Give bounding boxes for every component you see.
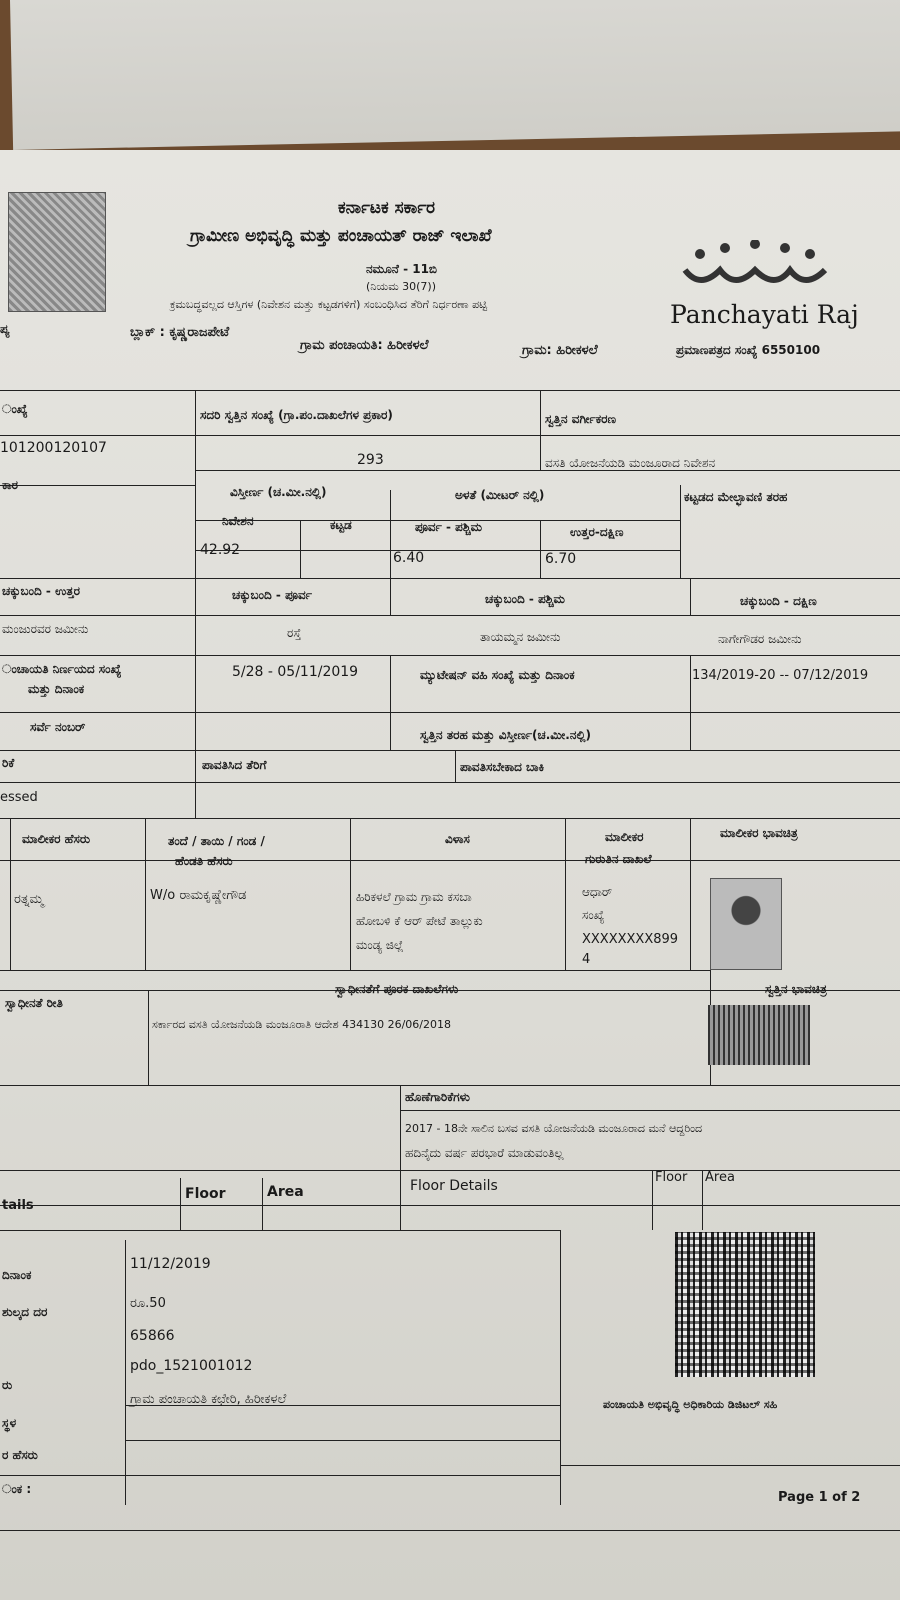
owner-photo xyxy=(710,878,782,970)
east-west-label: ಪೂರ್ವ - ಪಶ್ಚಿಮ xyxy=(415,520,483,534)
rule xyxy=(145,818,146,970)
floor-label: Floor xyxy=(185,1186,226,1202)
area-column-label-2: Area xyxy=(705,1170,735,1185)
owner-address-3: ಮಂಡ್ಯ ಜಿಲ್ಲೆ xyxy=(356,938,404,952)
rule xyxy=(0,435,900,436)
header-village: ಗ್ರಾಮ: ಹಿರೀಕಳಲೆ xyxy=(522,343,598,358)
area-column-label: Area xyxy=(267,1184,304,1200)
nature-area-label: ಸ್ವತ್ತಿನ ತರಹ ಮತ್ತು ವಿಸ್ತೀರ್ಣ(ಚ.ಮೀ.ನಲ್ಲಿ) xyxy=(420,728,592,742)
property-number: 293 xyxy=(357,452,384,468)
rule xyxy=(262,1178,263,1230)
rule xyxy=(148,990,149,1085)
place-label: ಸ್ಥಳ xyxy=(2,1416,17,1430)
rule xyxy=(0,782,900,783)
rule xyxy=(0,750,900,751)
panchayati-raj-text: Panchayati Raj xyxy=(670,300,859,329)
rule xyxy=(0,1085,900,1086)
fee-value: ರೂ.50 xyxy=(130,1296,166,1311)
rule xyxy=(125,1440,560,1441)
rule xyxy=(400,1085,401,1170)
mutation-label: ಮ್ಯುಟೇಷನ್ ವಹಿ ಸಂಖ್ಯೆ ಮತ್ತು ದಿನಾಂಕ xyxy=(420,668,575,682)
boundary-west-value: ತಾಯಮ್ಮನ ಜಮೀನು xyxy=(480,630,561,644)
user-label: ರು xyxy=(2,1378,13,1392)
rule xyxy=(400,1170,401,1230)
panchayati-raj-logo-icon xyxy=(680,240,830,300)
rule xyxy=(390,490,391,578)
rule xyxy=(702,1170,703,1230)
rule xyxy=(0,1170,900,1171)
relation-label: ತಂದೆ / ತಾಯಿ / ಗಂಡ / xyxy=(168,834,265,848)
digital-signature-label: ಪಂಚಾಯತಿ ಅಭಿವೃದ್ಧಿ ಅಧಿಕಾರಿಯ ಡಿಜಿಟಲ್ ಸಹಿ xyxy=(603,1398,778,1411)
rule xyxy=(0,615,900,616)
rule xyxy=(390,578,391,615)
rule xyxy=(125,1240,126,1505)
floor-details-label: Floor Details xyxy=(410,1178,498,1194)
boundary-west-label: ಚಕ್ಕುಬಂದಿ - ಪಶ್ಚಿಮ xyxy=(485,592,565,606)
liabilities-text-1: 2017 - 18ನೇ ಸಾಲಿನ ಬಸವ ವಸತಿ ಯೋಜನೆಯಡಿ ಮಂಜೂರಾದ ಮನೆ ಆದ್ದರಿಂದ xyxy=(405,1122,703,1135)
dimensions-label: ಅಳತೆ (ಮೀಟರ್ ನಲ್ಲಿ) xyxy=(455,488,545,502)
site-area-value: 42.92 xyxy=(200,542,241,558)
karnataka-emblem-icon xyxy=(8,192,106,312)
east-west-value: 6.40 xyxy=(393,550,425,566)
rule xyxy=(390,655,391,750)
north-south-label: ಉತ್ತರ-ದಕ್ಷಿಣ xyxy=(570,525,624,539)
relation-label-2: ಹೆಂಡತಿ ಹೆಸರು xyxy=(175,854,233,868)
area-label: ವಿಸ್ತೀರ್ಣ (ಚ.ಮೀ.ನಲ್ಲಿ) xyxy=(230,485,327,499)
acquisition-method-label: ಸ್ವಾಧೀನತೆ ರೀತಿ xyxy=(5,996,63,1010)
fee-label: ಶುಲ್ಕದ ದರ xyxy=(2,1305,48,1319)
tax-paid-label: ಪಾವತಿಸಿದ ತೆರಿಗೆ xyxy=(202,758,267,772)
roof-type-label: ಕಟ್ಟಡದ ಮೇಲ್ಛಾವಣಿ ತರಹ xyxy=(684,490,788,504)
acquisition-docs-label: ಸ್ವಾಧೀನತೆಗೆ ಪೂರಕ ದಾಖಲೆಗಳು xyxy=(335,982,459,996)
header-govt: ಕರ್ನಾಟಕ ಸರ್ಕಾರ xyxy=(338,198,436,218)
document-sheet xyxy=(0,150,900,1600)
owner-aadhaar: XXXXXXXX899 xyxy=(582,932,679,947)
rule xyxy=(540,520,541,578)
boundary-east-label: ಚಕ್ಕುಬಂದಿ - ಪೂರ್ವ xyxy=(232,588,312,602)
boundary-east-value: ರಸ್ತೆ xyxy=(287,626,302,640)
liabilities-label: ಹೊಣೆಗಾರಿಕೆಗಳು xyxy=(405,1090,470,1104)
property-photo xyxy=(708,1005,810,1065)
receipt-number: 65866 xyxy=(130,1328,175,1344)
rule xyxy=(195,390,196,818)
qr-code xyxy=(675,1232,815,1377)
rule xyxy=(0,578,900,579)
rule xyxy=(0,1205,900,1206)
page-number: Page 1 of 2 xyxy=(778,1490,861,1505)
assessed-label: essed xyxy=(0,790,38,805)
rule xyxy=(540,390,541,470)
rule xyxy=(350,818,351,970)
owner-id-type-2: ಸಂಖ್ಯೆ xyxy=(582,908,605,922)
resolution-label: ಂಚಾಯತಿ ನಿರ್ಣಯದ ಸಂಖ್ಯೆ xyxy=(2,662,122,676)
owner-name-label: ಮಾಲೀಕರ ಹೆಸರು xyxy=(22,832,91,846)
classification-value: ವಸತಿ ಯೋಜನೆಯಡಿ ಮಂಜೂರಾದ ನಿವೇಶನ xyxy=(545,456,716,470)
header-gp: ಗ್ರಾಮ ಪಂಚಾಯತಿ: ಹಿರೀಕಳಲೆ xyxy=(300,338,429,353)
property-id: 101200120107 xyxy=(0,440,107,456)
floor-details-fragment: tails xyxy=(2,1198,34,1213)
owner-aadhaar-2: 4 xyxy=(582,952,591,967)
owner-id-label: ಮಾಲೀಕರ xyxy=(605,830,644,844)
acquisition-docs-value: ಸರ್ಕಾರದ ವಸತಿ ಯೋಜನೆಯಡಿ ಮಂಜೂರಾತಿ ಆದೇಶ 434130 26/06/2018 xyxy=(152,1018,452,1031)
user-id: pdo_1521001012 xyxy=(130,1358,253,1374)
rule xyxy=(0,712,900,713)
underlying-page xyxy=(10,0,900,150)
date-label: ದಿನಾಂಕ xyxy=(2,1268,32,1282)
rule xyxy=(0,970,710,971)
tax-due-label: ಪಾವತಿಸಬೇಕಾದ ಬಾಕಿ xyxy=(460,760,545,774)
boundary-south-label: ಚಕ್ಕುಬಂದಿ - ದಕ್ಷಿಣ xyxy=(740,594,817,608)
tax-label: ರಿಕೆ xyxy=(2,756,15,770)
rule xyxy=(0,390,900,391)
designation-label: ಂಕ : xyxy=(2,1482,32,1496)
north-south-value: 6.70 xyxy=(545,551,577,567)
type-label: ಕಾರ xyxy=(2,478,18,492)
owner-relation: W/o ರಾಮಕೃಷ್ಣೇಗೌಡ xyxy=(150,888,247,903)
owner-id-label-2: ಗುರುತಿನ ದಾಖಲೆ xyxy=(585,852,652,866)
rule xyxy=(0,485,195,486)
rule xyxy=(0,1230,560,1231)
header-subtitle: ಕ್ರಮಬದ್ಧವಲ್ಲದ ಆಸ್ತಿಗಳ (ನಿವೇಶನ ಮತ್ತು ಕಟ್ಟಡಗಳಿಗೆ) ಸಂಬಂಧಿಸಿದ ತೆರಿಗೆ ನಿರ್ಧರಣಾ ಪಟ್ಟಿ xyxy=(170,298,488,311)
officer-name-label: ರ ಹೆಸರು xyxy=(2,1448,38,1462)
floor-label-2: Floor xyxy=(655,1170,688,1185)
mutation-value: 134/2019-20 -- 07/12/2019 xyxy=(692,668,869,683)
rule xyxy=(652,1170,653,1230)
rule xyxy=(690,655,691,750)
rule xyxy=(180,1178,181,1230)
building-label: ಕಟ್ಟಡ xyxy=(330,518,352,532)
owner-address-2: ಹೋಬಳಿ ಕೆ ಆರ್ ಪೇಟೆ ತಾಲ್ಲುಕು xyxy=(356,914,483,928)
rule xyxy=(455,750,456,782)
liabilities-text-2: ಹದಿನೈದು ವರ್ಷ ಪರಭಾರೆ ಮಾಡುವಂತಿಲ್ಲ xyxy=(405,1146,564,1160)
address-label: ವಿಳಾಸ xyxy=(445,832,470,846)
header-left-fragment: ಪ್ಯ xyxy=(0,322,10,336)
rule xyxy=(0,655,900,656)
boundary-north-label: ಚಕ್ಕುಬಂದಿ - ಉತ್ತರ xyxy=(2,584,80,598)
property-photo-label: ಸ್ವತ್ತಿನ ಭಾವಚಿತ್ರ xyxy=(765,982,827,996)
resolution-value: 5/28 - 05/11/2019 xyxy=(232,664,359,680)
rule xyxy=(0,818,900,819)
rule xyxy=(0,1530,900,1531)
rule xyxy=(690,578,691,615)
header-block: ಬ್ಲಾಕ್ : ಕೃಷ್ಣರಾಜಪೇಟೆ xyxy=(130,325,230,340)
owner-address-1: ಹಿರಿಕಳಲೆ ಗ್ರಾಮ ಗ್ರಾಮ ಕಸಬಾ xyxy=(356,890,472,904)
boundary-north-value: ಮಂಜುರವರ ಜಮೀನು xyxy=(2,622,89,636)
survey-number-label: ಸರ್ವೆ ನಂಬರ್ xyxy=(30,720,86,734)
classification-label: ಸ್ವತ್ತಿನ ವರ್ಗೀಕರಣ xyxy=(545,412,616,426)
rule xyxy=(300,520,301,578)
rule xyxy=(565,818,566,970)
owner-photo-label: ಮಾಲೀಕರ ಭಾವಚಿತ್ರ xyxy=(720,826,798,840)
property-number-label: ಸದರಿ ಸ್ವತ್ತಿನ ಸಂಖ್ಯೆ (ಗ್ರಾ.ಪಂ.ದಾಖಲೆಗಳ ಪ್ರಕಾರ) xyxy=(200,408,393,422)
rule xyxy=(690,818,691,970)
rule xyxy=(195,550,680,551)
rule xyxy=(0,860,900,861)
rule xyxy=(560,1465,900,1466)
header-rule: (ನಿಯಮ 30(7)) xyxy=(366,280,437,293)
rule xyxy=(680,485,681,578)
rule xyxy=(10,818,11,970)
rule xyxy=(400,1110,900,1111)
rule xyxy=(0,1475,560,1476)
resolution-label-2: ಮತ್ತು ದಿನಾಂಕ xyxy=(28,682,85,696)
issue-date: 11/12/2019 xyxy=(130,1256,211,1272)
boundary-south-value: ನಾಗೇಗೌಡರ ಜಮೀನು xyxy=(718,632,802,646)
office-place: ಗ್ರಾಮ ಪಂಚಾಯತಿ ಕಛೇರಿ, ಹಿರೀಕಳಲೆ xyxy=(130,1392,287,1407)
header-form: ನಮೂನೆ - 11ಬಿ xyxy=(366,262,437,276)
owner-id-type: ಆಧಾರ್ xyxy=(582,885,613,899)
site-label: ನಿವೇಶನ xyxy=(222,514,254,528)
header-dept: ಗ್ರಾಮೀಣ ಅಭಿವೃದ್ಧಿ ಮತ್ತು ಪಂಚಾಯತ್ ರಾಜ್ ಇಲಾಖೆ xyxy=(190,226,492,246)
owner-name: ರತ್ನಮ್ಮ xyxy=(14,892,44,907)
certificate-number: ಪ್ರಮಾಣಪತ್ರದ ಸಂಖ್ಯೆ 6550100 xyxy=(676,343,821,357)
rule xyxy=(560,1230,561,1505)
col-number-label: ಂಖ್ಯೆ xyxy=(2,402,28,416)
